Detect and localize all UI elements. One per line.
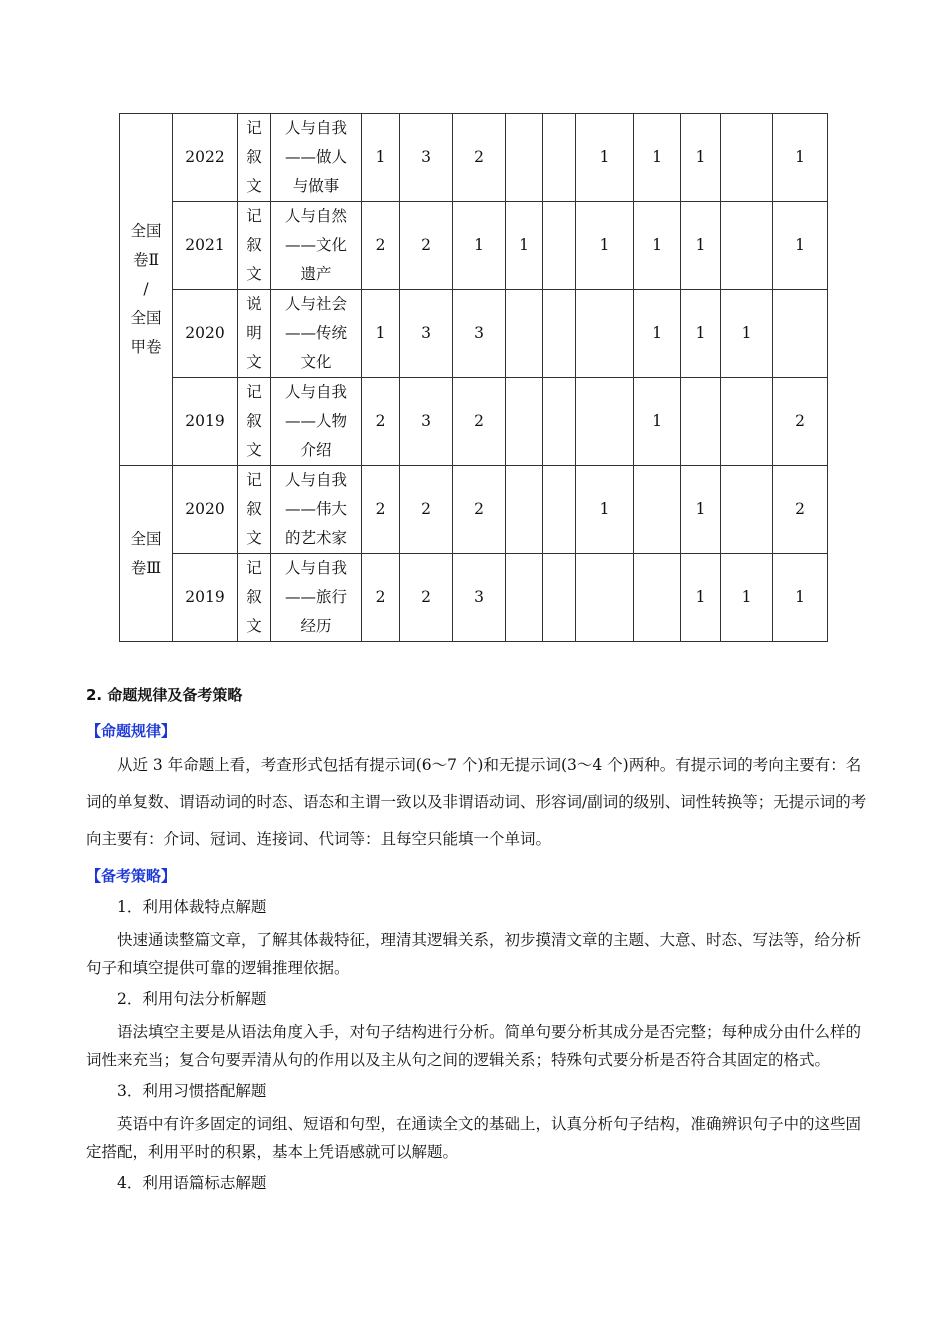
topic-line: 人与社会 [284, 295, 347, 313]
region-cell [120, 114, 173, 466]
count-cell [576, 290, 634, 378]
strategy-block [86, 863, 876, 1197]
genre-char: 叙 [246, 236, 262, 254]
region-line: 全国 [130, 529, 162, 548]
count-cell: 2 [362, 378, 400, 466]
count-cell [634, 554, 681, 642]
topic-cell [271, 466, 362, 554]
count-cell: 1 [506, 202, 543, 290]
count-cell: 1 [634, 114, 681, 202]
strategy-heading-1: 1．利用体裁特点解题 [117, 898, 267, 916]
genre-cell [238, 466, 271, 554]
count-cell: 1 [773, 202, 828, 290]
region-line: / [143, 280, 149, 298]
genre-char: 说 [246, 295, 262, 313]
genre-char: 叙 [246, 148, 262, 166]
count-cell [506, 290, 543, 378]
count-cell: 1 [576, 202, 634, 290]
count-cell: 2 [453, 466, 506, 554]
count-cell: 1 [721, 290, 773, 378]
count-cell: 2 [453, 114, 506, 202]
genre-cell [238, 554, 271, 642]
count-cell [543, 290, 576, 378]
rules-paragraph: 从近 3 年命题上看，考查形式包括有提示词(6～7 个)和无提示词(3～4 个)两种。有提示词的考向主要有：名词的单复数、谓语动词的时态、语态和主谓一致以及非谓语动词、形容词/副词的级别、词性转换等；无提示词的考向主要有：介词、冠词、连接词、代词等：且每空只能填一个单词。 [86, 756, 867, 848]
genre-cell [238, 290, 271, 378]
count-cell [773, 290, 828, 378]
table-row [120, 114, 828, 202]
section-heading-block [86, 682, 876, 709]
strategy-text-2: 语法填空主要是从语法角度入手，对句子结构进行分析。简单句要分析其成分是否完整；每种成分由什么样的词性来充当；复合句要弄清从句的作用以及主从句之间的逻辑关系；特殊句式要分析是否符合其固定的格式。 [86, 1023, 862, 1069]
year-cell: 2022 [173, 114, 238, 202]
region-line: 卷Ⅲ [130, 558, 162, 577]
count-cell: 1 [634, 202, 681, 290]
region-line: 全国 [130, 309, 162, 327]
count-cell: 1 [681, 554, 721, 642]
count-cell [721, 114, 773, 202]
genre-char: 叙 [246, 500, 262, 518]
genre-char: 文 [246, 441, 262, 459]
topic-line: ——伟大 [284, 500, 347, 518]
count-cell [576, 378, 634, 466]
table-row [120, 202, 828, 290]
count-cell: 2 [773, 378, 828, 466]
count-cell: 1 [773, 554, 828, 642]
count-cell: 2 [400, 202, 453, 290]
rules-block [86, 718, 876, 858]
count-cell: 2 [400, 466, 453, 554]
strategy-text-1: 快速通读整篇文章，了解其体裁特征，理清其逻辑关系，初步摸清文章的主题、大意、时态、写法等，给分析句子和填空提供可靠的逻辑推理依据。 [86, 931, 862, 977]
section-title: 2. 命题规律及备考策略 [86, 686, 243, 704]
count-cell [543, 378, 576, 466]
count-cell: 3 [400, 114, 453, 202]
count-cell [721, 378, 773, 466]
genre-char: 文 [246, 353, 262, 371]
topic-line: 文化 [300, 353, 332, 371]
year-cell: 2020 [173, 290, 238, 378]
count-cell: 2 [453, 378, 506, 466]
exam-statistics-table [119, 113, 828, 642]
table-row [120, 290, 828, 378]
count-cell: 1 [681, 114, 721, 202]
count-cell [543, 466, 576, 554]
table-row [120, 554, 828, 642]
count-cell [721, 466, 773, 554]
count-cell: 2 [362, 466, 400, 554]
strategy-text-3: 英语中有许多固定的词组、短语和句型，在通读全文的基础上，认真分析句子结构，准确辨识句子中的这些固定搭配，利用平时的积累，基本上凭语感就可以解题。 [86, 1115, 862, 1161]
table-row [120, 378, 828, 466]
count-cell [543, 554, 576, 642]
rules-title: 【命题规律】 [86, 722, 177, 740]
region-line: 甲卷 [130, 338, 162, 356]
genre-char: 叙 [246, 412, 262, 430]
genre-char: 文 [246, 177, 262, 195]
count-cell: 1 [576, 466, 634, 554]
topic-line: 人与自然 [284, 207, 347, 225]
year-cell: 2020 [173, 466, 238, 554]
topic-cell [271, 114, 362, 202]
topic-line: 与做事 [292, 177, 340, 195]
year-cell: 2021 [173, 202, 238, 290]
strategy-title: 【备考策略】 [86, 867, 177, 885]
strategy-list [86, 894, 876, 1197]
table-row [120, 466, 828, 554]
year-cell: 2019 [173, 378, 238, 466]
genre-char: 记 [246, 119, 262, 137]
count-cell: 1 [681, 290, 721, 378]
count-cell: 1 [681, 202, 721, 290]
topic-cell [271, 202, 362, 290]
count-cell: 2 [400, 554, 453, 642]
count-cell [543, 114, 576, 202]
topic-line: 遗产 [300, 265, 332, 283]
topic-line: 人与自我 [284, 383, 347, 401]
count-cell [506, 378, 543, 466]
count-cell: 1 [634, 378, 681, 466]
count-cell: 1 [453, 202, 506, 290]
count-cell: 3 [453, 554, 506, 642]
region-cell [120, 466, 173, 642]
count-cell: 1 [721, 554, 773, 642]
region-line: 全国 [130, 222, 162, 240]
count-cell: 1 [576, 114, 634, 202]
count-cell: 3 [400, 378, 453, 466]
count-cell: 3 [453, 290, 506, 378]
count-cell: 1 [773, 114, 828, 202]
count-cell: 2 [362, 554, 400, 642]
topic-line: ——文化 [284, 236, 347, 254]
topic-line: ——传统 [284, 324, 347, 342]
region-line: 卷Ⅱ [132, 251, 160, 269]
count-cell [576, 554, 634, 642]
count-cell: 1 [362, 114, 400, 202]
count-cell [506, 114, 543, 202]
count-cell: 2 [362, 202, 400, 290]
genre-char: 文 [246, 529, 262, 547]
topic-line: ——旅行 [284, 588, 347, 606]
genre-cell [238, 378, 271, 466]
count-cell: 2 [773, 466, 828, 554]
count-cell [634, 466, 681, 554]
count-cell: 1 [634, 290, 681, 378]
genre-char: 记 [246, 383, 262, 401]
count-cell [721, 202, 773, 290]
count-cell [543, 202, 576, 290]
topic-cell [271, 290, 362, 378]
year-cell: 2019 [173, 554, 238, 642]
genre-char: 记 [246, 471, 262, 489]
count-cell: 1 [362, 290, 400, 378]
topic-line: 介绍 [300, 441, 332, 459]
topic-line: 人与自我 [284, 471, 347, 489]
genre-cell [238, 114, 271, 202]
topic-cell [271, 378, 362, 466]
count-cell [681, 378, 721, 466]
count-cell [506, 554, 543, 642]
strategy-heading-2: 2．利用句法分析解题 [117, 990, 267, 1008]
topic-line: 经历 [300, 617, 332, 635]
count-cell: 1 [681, 466, 721, 554]
genre-char: 文 [246, 265, 262, 283]
topic-line: 人与自我 [284, 119, 347, 137]
count-cell: 3 [400, 290, 453, 378]
genre-char: 记 [246, 559, 262, 577]
topic-cell [271, 554, 362, 642]
genre-char: 文 [246, 617, 262, 635]
topic-line: 的艺术家 [284, 529, 347, 547]
strategy-heading-4: 4．利用语篇标志解题 [117, 1174, 267, 1192]
topic-line: ——人物 [284, 412, 347, 430]
table-body [120, 114, 828, 642]
count-cell [506, 466, 543, 554]
genre-char: 叙 [246, 588, 262, 606]
topic-line: ——做人 [284, 148, 347, 166]
topic-line: 人与自我 [284, 559, 347, 577]
genre-cell [238, 202, 271, 290]
strategy-heading-3: 3．利用习惯搭配解题 [117, 1082, 267, 1100]
genre-char: 明 [246, 324, 262, 342]
genre-char: 记 [246, 207, 262, 225]
